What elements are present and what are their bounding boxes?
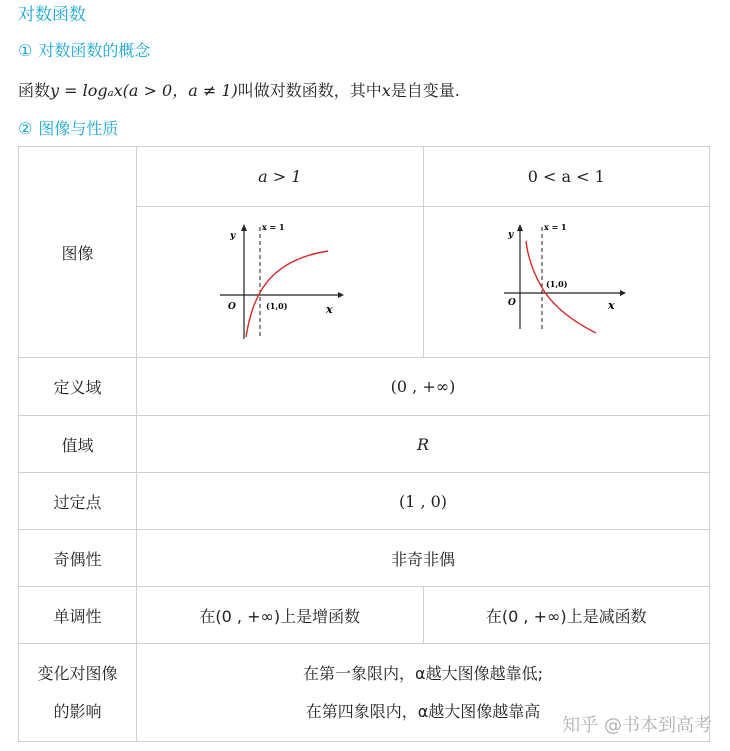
point-label: (1,0)	[546, 279, 568, 289]
graph-increasing-cell	[137, 207, 424, 358]
domain-value: (0 , +∞)	[137, 358, 710, 416]
origin-label: O	[227, 302, 236, 312]
definition-prefix: 函数	[18, 81, 51, 100]
section-2-number: ②	[18, 119, 33, 138]
x-axis-arrow-icon	[620, 290, 626, 296]
definition-formula: y = logₐx(a > 0，a ≠ 1)	[50, 81, 238, 100]
graph-increasing	[210, 217, 350, 347]
graph-decreasing	[496, 217, 636, 347]
range-label: 值域	[19, 416, 137, 473]
section-1-heading	[18, 38, 150, 61]
section-2-title: 图像与性质	[38, 119, 119, 138]
effect-value-line-1: 在第一象限内，α越大图像越靠低;	[303, 663, 543, 683]
y-axis-arrow-icon	[517, 224, 523, 231]
graph-row-label: 图像	[19, 147, 137, 358]
monotonic-label: 单调性	[19, 587, 137, 644]
properties-table	[18, 146, 710, 742]
parity-label: 奇偶性	[19, 530, 137, 587]
x-eq-1-label: x = 1	[261, 222, 285, 232]
y-label: y	[508, 230, 514, 240]
header-a-gt-1: a > 1	[137, 147, 424, 207]
definition-text	[18, 78, 460, 101]
x-label: x	[325, 303, 333, 316]
range-value: R	[137, 416, 710, 473]
header-a-lt-1: 0 < a < 1	[423, 147, 710, 207]
parity-value: 非奇非偶	[137, 530, 710, 587]
fixed-point-label: 过定点	[19, 473, 137, 530]
effect-value-line-2: 在第四象限内，α越大图像越靠高	[305, 701, 541, 721]
origin-label: O	[508, 298, 517, 308]
monotonic-decreasing: 在(0 , +∞)上是减函数	[423, 587, 710, 644]
x-label: x	[608, 299, 615, 312]
effect-label-line-2: 的影响	[53, 701, 102, 721]
section-1-title: 对数函数的概念	[38, 41, 151, 60]
monotonic-increasing: 在(0 , +∞)上是增函数	[137, 587, 424, 644]
definition-suffix-a: 叫做对数函数，其中	[237, 81, 382, 100]
domain-label: 定义域	[19, 358, 137, 416]
point-label: (1,0)	[265, 301, 288, 311]
x-axis-arrow-icon	[338, 292, 344, 298]
section-2-heading	[18, 116, 118, 139]
section-1-number: ①	[18, 41, 33, 60]
watermark: 知乎 @书本到高考	[562, 715, 712, 736]
x-eq-1-label: x = 1	[544, 222, 567, 232]
graph-decreasing-cell	[423, 207, 710, 358]
effect-label-line-1: 变化对图像	[37, 663, 118, 683]
page-title: 对数函数	[18, 5, 86, 25]
effect-label	[19, 644, 137, 742]
y-axis-arrow-icon	[241, 224, 247, 231]
definition-var: x	[381, 81, 391, 100]
log-curve-increasing	[246, 251, 328, 337]
definition-suffix-b: 是自变量.	[390, 81, 460, 100]
fixed-point-value: (1 , 0)	[137, 473, 710, 530]
y-label: y	[229, 231, 235, 241]
